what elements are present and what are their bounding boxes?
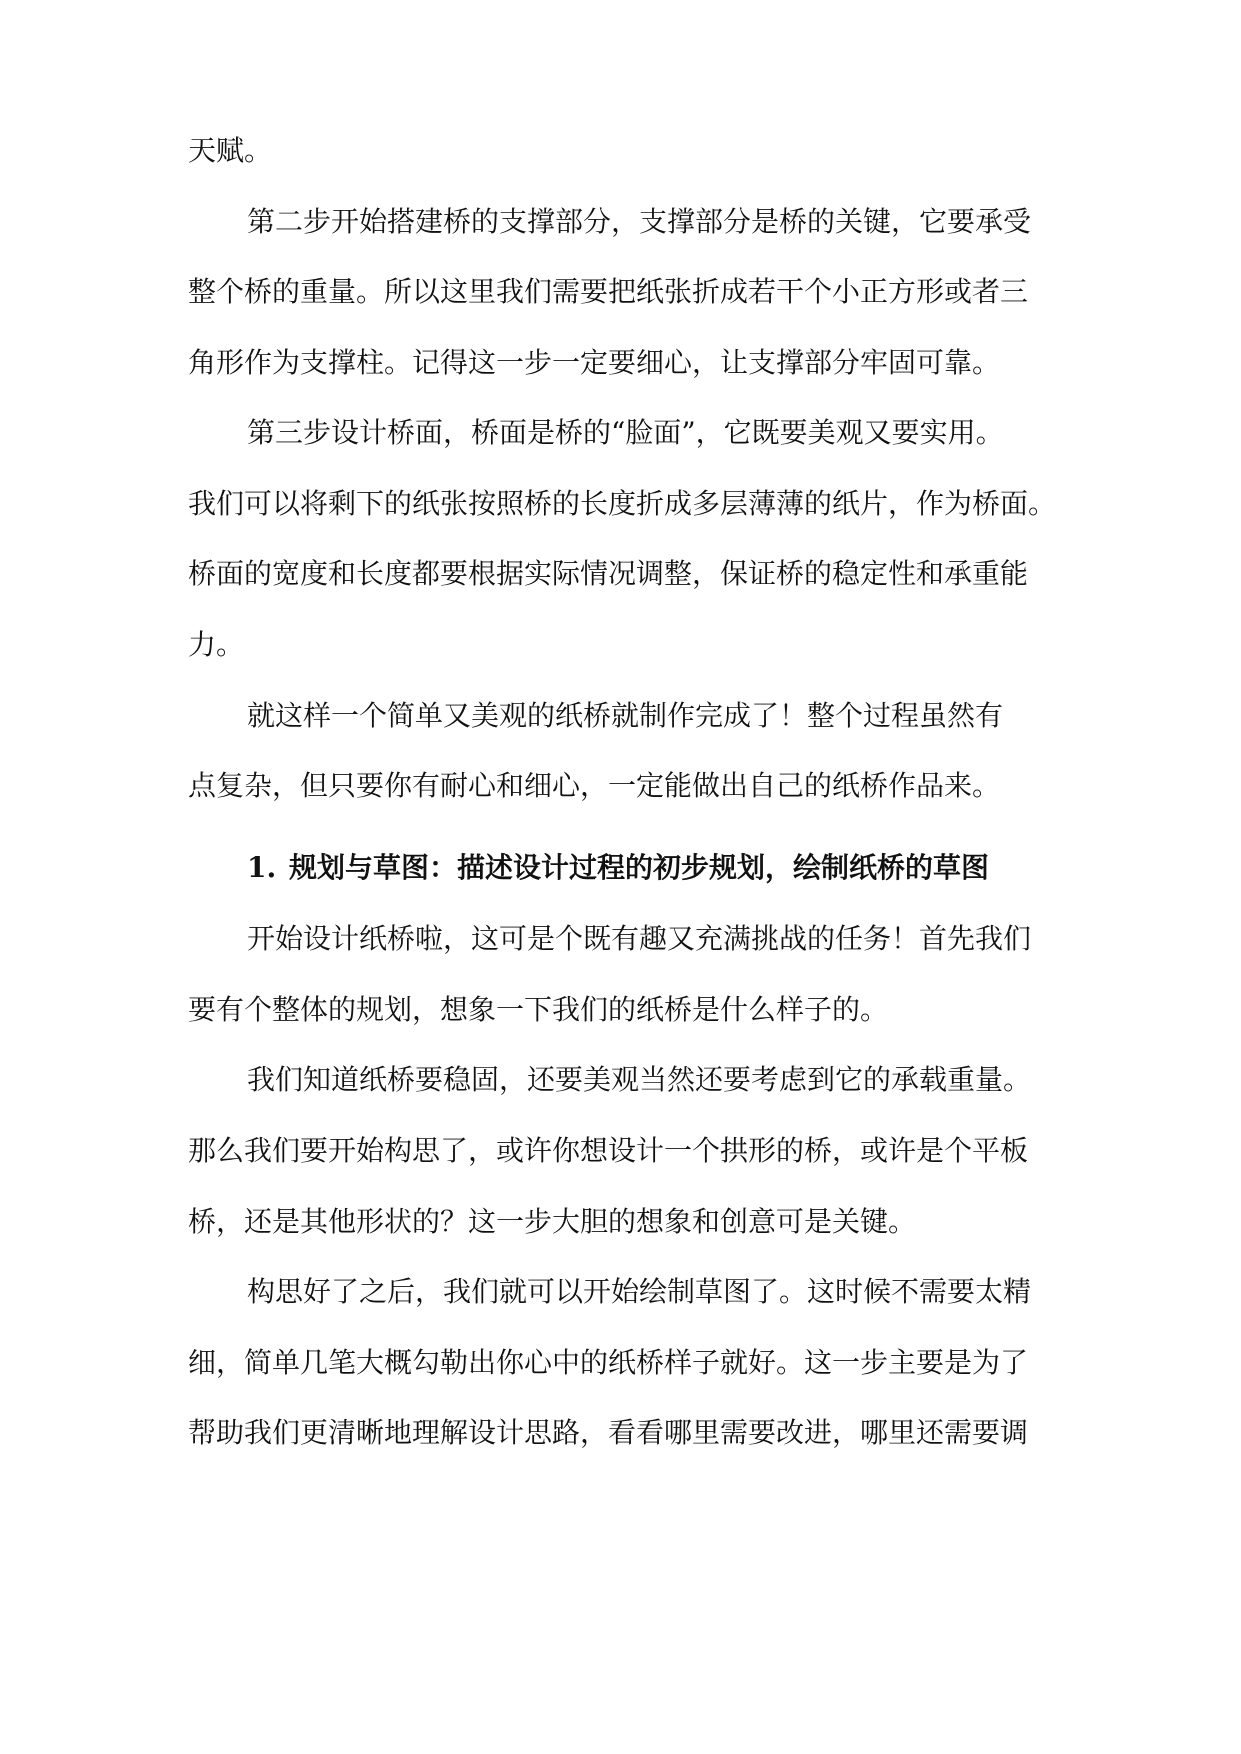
paragraph-line: 那么我们要开始构思了，或许你想设计一个拱形的桥，或许是个平板 [188, 1134, 1029, 1167]
paragraph-line: 帮助我们更清晰地理解设计思路，看看哪里需要改进，哪里还需要调 [188, 1416, 1029, 1449]
paragraph-line: 角形作为支撑柱。记得这一步一定要细心，让支撑部分牢固可靠。 [188, 346, 1001, 379]
paragraph-line: 整个桥的重量。所以这里我们需要把纸张折成若干个小正方形或者三 [188, 275, 1029, 308]
paragraph-first-line: 构思好了之后，我们就可以开始绘制草图了。这时候不需要太精 [247, 1275, 1032, 1308]
paragraph-first-line: 第三步设计桥面，桥面是桥的“脸面”，它既要美观又要实用。 [247, 416, 1004, 449]
section-heading-text: 规划与草图：描述设计过程的初步规划，绘制纸桥的草图 [289, 851, 990, 884]
paragraph-first-line: 就这样一个简单又美观的纸桥就制作完成了！整个过程虽然有 [247, 699, 1004, 732]
section-heading [0, 838, 1241, 898]
paragraph-line: 细，简单几笔大概勾勒出你心中的纸桥样子就好。这一步主要是为了 [188, 1346, 1029, 1379]
paragraph-line: 桥面的宽度和长度都要根据实际情况调整，保证桥的稳定性和承重能 [188, 557, 1029, 590]
paragraph-line: 我们可以将剩下的纸张按照桥的长度折成多层薄薄的纸片，作为桥面。 [188, 487, 1057, 520]
paragraph-line: 力。 [188, 628, 245, 661]
paragraph-continuation-line: 天赋。 [188, 134, 273, 167]
paragraph-line: 桥，还是其他形状的？这一步大胆的想象和创意可是关键。 [188, 1205, 917, 1238]
paragraph-first-line: 我们知道纸桥要稳固，还要美观当然还要考虑到它的承载重量。 [247, 1063, 1032, 1096]
paragraph-line: 要有个整体的规划，想象一下我们的纸桥是什么样子的。 [188, 993, 889, 1026]
paragraph-line: 点复杂，但只要你有耐心和细心，一定能做出自己的纸桥作品来。 [188, 769, 1001, 802]
paragraph-first-line: 第二步开始搭建桥的支撑部分，支撑部分是桥的关键，它要承受 [247, 205, 1032, 238]
paragraph-first-line: 开始设计纸桥啦，这可是个既有趣又充满挑战的任务！首先我们 [247, 922, 1032, 955]
section-number: 1. [247, 851, 277, 884]
